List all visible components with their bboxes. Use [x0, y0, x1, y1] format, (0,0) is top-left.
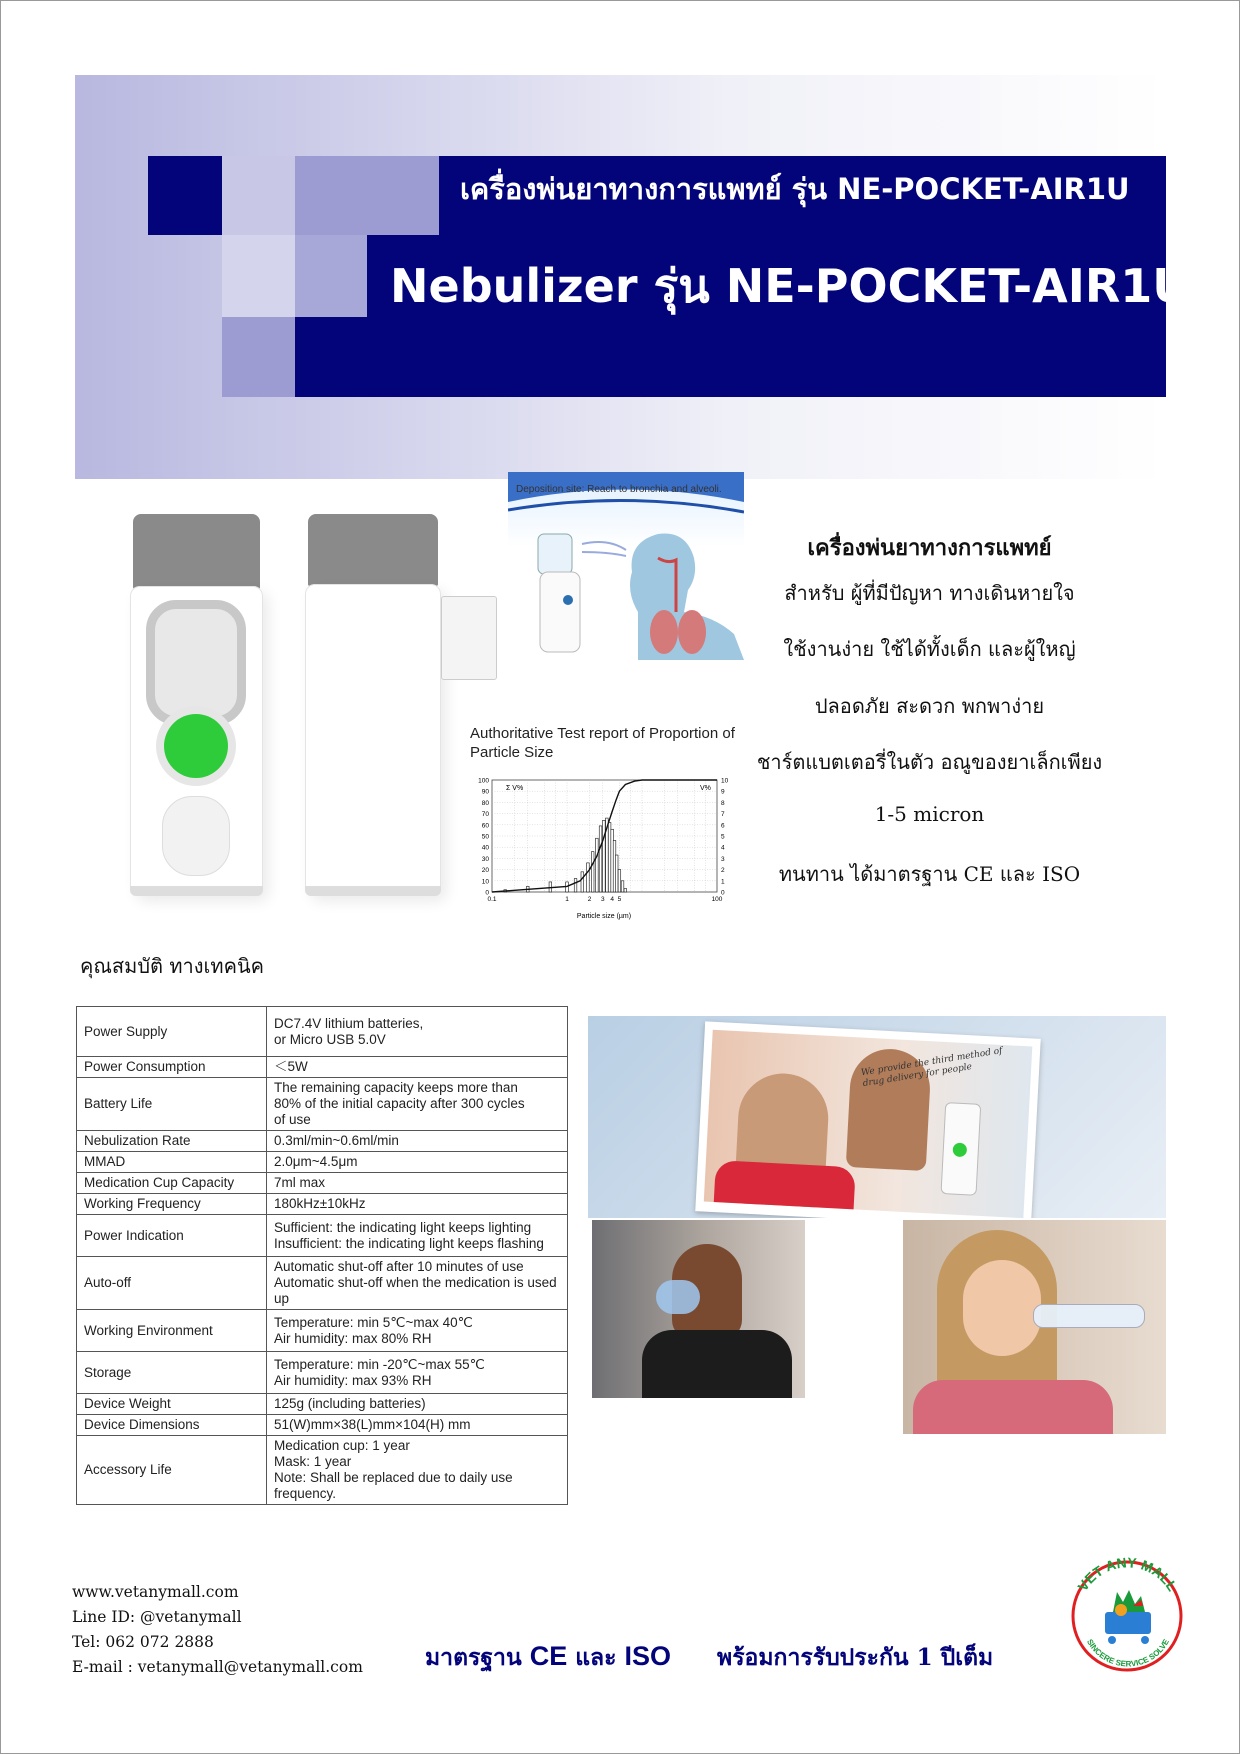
photo-girl-mouthpiece: [903, 1220, 1166, 1434]
right-tick-label: 10: [721, 777, 729, 785]
spec-value: 2.0μm~4.5μm: [267, 1152, 568, 1173]
nebulizer-button: [563, 595, 573, 605]
x-tick-label: 2: [587, 896, 592, 903]
histogram-bar: [574, 879, 577, 892]
spec-value: Sufficient: the indicating light keeps lighting Insufficient: the indicating light keeps flashing: [267, 1215, 568, 1257]
spec-key: Storage: [77, 1352, 267, 1394]
spec-row: [77, 1007, 568, 1057]
spec-key: Device Weight: [77, 1394, 267, 1415]
spec-row: [77, 1057, 568, 1078]
contact-website: www.vetanymall.com: [72, 1583, 239, 1601]
child-shirt: [714, 1160, 856, 1209]
lung-right: [678, 610, 706, 654]
histogram-bar: [624, 889, 627, 892]
right-tick-label: 6: [721, 822, 725, 830]
histogram-bar: [615, 855, 618, 892]
spec-key: Power Consumption: [77, 1057, 267, 1078]
contact-info: [72, 1580, 363, 1680]
spec-row: [77, 1173, 568, 1194]
deposition-svg: [508, 472, 744, 660]
left-tick-label: 30: [481, 855, 489, 863]
right-tick-label: 4: [721, 844, 725, 852]
feature-line: ทนทาน ได้มาตรฐาน CE และ ISO: [778, 862, 1081, 886]
mist-lines: [582, 542, 626, 556]
spec-row: [77, 1436, 568, 1505]
histogram-bar: [596, 838, 599, 892]
device-cap: [308, 514, 438, 586]
vet-any-mall-logo: [1065, 1552, 1190, 1677]
cart-wheel-icon: [1108, 1636, 1116, 1644]
left-tick-label: 60: [481, 822, 489, 830]
deposition-caption: Deposition site: Reach to bronchia and alveoli.: [516, 484, 722, 495]
contact-line-id: Line ID: @vetanymall: [72, 1608, 242, 1626]
power-button-icon: [164, 714, 228, 778]
spec-key: Working Environment: [77, 1310, 267, 1352]
spec-key: Auto-off: [77, 1257, 267, 1310]
x-tick-label: 0.1: [487, 896, 497, 903]
logo-top-text: VET ANY MALL: [1074, 1554, 1181, 1594]
decor-square: [367, 156, 439, 235]
left-tick-label: 20: [481, 867, 489, 875]
spec-row: [77, 1131, 568, 1152]
spec-row: [77, 1215, 568, 1257]
right-tick-label: 8: [721, 799, 725, 807]
histogram-bar: [581, 872, 584, 892]
spec-value: 180kHz±10kHz: [267, 1194, 568, 1215]
logo-bottom-text: SINCERE SERVICE SOLVE: [1085, 1637, 1171, 1669]
photo-card-inner: [704, 1030, 1033, 1218]
right-tick-label: 1: [721, 878, 725, 886]
histogram-bar: [608, 823, 611, 892]
left-tick-label: 0: [485, 889, 489, 897]
spec-key: Accessory Life: [77, 1436, 267, 1505]
feature-line: สำหรับ ผู้ที่มีปัญหา ทางเดินหายใจ: [784, 581, 1075, 605]
x-tick-label: 1: [565, 896, 569, 903]
girl-shirt: [913, 1380, 1113, 1434]
lung-left: [650, 610, 678, 654]
cat-icon: [1115, 1604, 1127, 1616]
speaker-grill-icon: [162, 796, 230, 876]
spec-key: Device Dimensions: [77, 1415, 267, 1436]
right-tick-label: 3: [721, 855, 725, 863]
right-tick-label: 0: [721, 889, 725, 897]
cart-icon: [1105, 1612, 1151, 1634]
device-base: [130, 886, 263, 896]
mask-icon: [656, 1280, 700, 1314]
feature-line: 1-5 micron: [874, 802, 985, 826]
histogram-bar: [618, 870, 621, 892]
x-tick-label: 5: [617, 896, 622, 903]
feature-line: ชาร์ตแบตเตอรี่ในตัว อณูของยาเล็กเพียง: [756, 750, 1103, 774]
histogram-bar: [591, 852, 594, 892]
x-tick-label: 100: [711, 896, 723, 903]
spec-value: 125g (including batteries): [267, 1394, 568, 1415]
spec-row: [77, 1352, 568, 1394]
cart-wheel-icon: [1141, 1636, 1149, 1644]
decor-wave-line: [508, 500, 744, 512]
device-window: [146, 600, 246, 725]
feature-heading: เครื่องพ่นยาทางการแพทย์: [807, 535, 1052, 561]
decor-square: [222, 317, 295, 397]
chart-title: Authoritative Test report of Proportion of Particle Size: [470, 725, 735, 761]
footer-iso: ISO: [624, 1641, 672, 1671]
feature-line: ใช้งานง่าย ใช้ได้ทั้งเด็ก และผู้ใหญ่: [783, 637, 1076, 661]
spec-key: Medication Cup Capacity: [77, 1173, 267, 1194]
device-front-view: [130, 514, 263, 896]
histogram-bar: [621, 881, 624, 892]
contact-email: E-mail : vetanymall@vetanymall.com: [72, 1658, 363, 1676]
header-title-thai: เครื่องพ่นยาทางการแพทย์ รุ่น NE-POCKET-AIR1U: [460, 172, 1130, 206]
decor-square: [148, 156, 222, 235]
spec-value: DC7.4V lithium batteries, or Micro USB 5.0V: [267, 1007, 568, 1057]
left-tick-label: 50: [481, 833, 489, 841]
header-title-english: Nebulizer รุ่น NE-POCKET-AIR1U: [390, 259, 1190, 313]
footer-prefix: มาตรฐาน: [425, 1644, 530, 1671]
spec-value: Temperature: min -20℃~max 55℃ Air humidity: max 93% RH: [267, 1352, 568, 1394]
spec-row: [77, 1078, 568, 1131]
spec-key: Power Indication: [77, 1215, 267, 1257]
spec-row: [77, 1310, 568, 1352]
nebulizer-body: [540, 572, 580, 652]
decor-square: [222, 156, 295, 235]
x-axis-label: Particle size (µm): [576, 913, 632, 920]
left-tick-label: 80: [481, 799, 489, 807]
left-tick-label: 90: [481, 788, 489, 796]
right-tick-label: 7: [721, 811, 725, 819]
spec-row: [77, 1194, 568, 1215]
device-base: [305, 886, 441, 896]
spec-table: [76, 1006, 568, 1505]
decor-square: [295, 156, 367, 235]
handwriting-caption: We provide the third method of drug delivery for people: [860, 1046, 1004, 1090]
photo-card: [695, 1021, 1040, 1218]
photo-mother-child: [588, 1016, 1166, 1218]
right-tick-label: 5: [721, 833, 725, 841]
left-tick-label: 70: [481, 811, 489, 819]
spec-row: [77, 1257, 568, 1310]
histogram-bar: [587, 863, 590, 892]
decor-square: [222, 235, 295, 317]
decor-square: [295, 235, 367, 317]
nebulizer-cup: [538, 534, 572, 574]
right-tick-label: 2: [721, 867, 725, 875]
spec-value: Automatic shut-off after 10 minutes of use Automatic shut-off when the medication is used up: [267, 1257, 568, 1310]
particle-size-chart: [462, 768, 746, 920]
left-legend: Σ V%: [506, 785, 524, 792]
x-tick-label: 3: [600, 896, 605, 903]
spec-value: 7ml max: [267, 1173, 568, 1194]
spec-key: Working Frequency: [77, 1194, 267, 1215]
footer-warranty: พร้อมการรับประกัน 1 ปีเต็ม: [717, 1644, 994, 1671]
deposition-illustration: [508, 472, 744, 660]
device-body: [305, 584, 441, 896]
spec-value: The remaining capacity keeps more than 80% of the initial capacity after 300 cycles of use: [267, 1078, 568, 1131]
left-tick-label: 100: [478, 777, 489, 785]
footer-ce: CE: [529, 1641, 568, 1671]
histogram-bar: [603, 820, 606, 892]
spec-row: [77, 1394, 568, 1415]
spec-value: Temperature: min 5℃~max 40℃ Air humidity: max 80% RH: [267, 1310, 568, 1352]
spec-key: Battery Life: [77, 1078, 267, 1131]
spec-value: Medication cup: 1 year Mask: 1 year Note: Shall be replaced due to daily use frequency.: [267, 1436, 568, 1505]
device-nozzle: [441, 596, 497, 680]
feature-line: ปลอดภัย สะดวก พกพาง่าย: [814, 694, 1045, 718]
histogram-bar: [599, 826, 602, 892]
device-cap: [133, 514, 260, 589]
spec-value: ＜5W: [267, 1057, 568, 1078]
footer-standards: [425, 1640, 993, 1676]
x-tick-label: 4: [610, 896, 614, 903]
woman-jacket: [642, 1330, 792, 1398]
specs-heading: คุณสมบัติ ทางเทคนิค: [80, 954, 264, 978]
footer-and: และ: [567, 1644, 625, 1671]
mouthpiece-icon: [1033, 1304, 1145, 1328]
contact-tel: Tel: 062 072 2888: [72, 1633, 214, 1651]
spec-row: [77, 1415, 568, 1436]
spec-key: Nebulization Rate: [77, 1131, 267, 1152]
photo-woman-mask: [592, 1220, 805, 1398]
spec-row: [77, 1152, 568, 1173]
girl-face: [963, 1260, 1041, 1356]
spec-key: Power Supply: [77, 1007, 267, 1057]
spec-key: MMAD: [77, 1152, 267, 1173]
left-tick-label: 10: [481, 878, 489, 886]
right-tick-label: 9: [721, 788, 725, 796]
spec-value: 51(W)mm×38(L)mm×104(H) mm: [267, 1415, 568, 1436]
right-legend: V%: [700, 785, 711, 792]
spec-value: 0.3ml/min~0.6ml/min: [267, 1131, 568, 1152]
left-tick-label: 40: [481, 844, 489, 852]
